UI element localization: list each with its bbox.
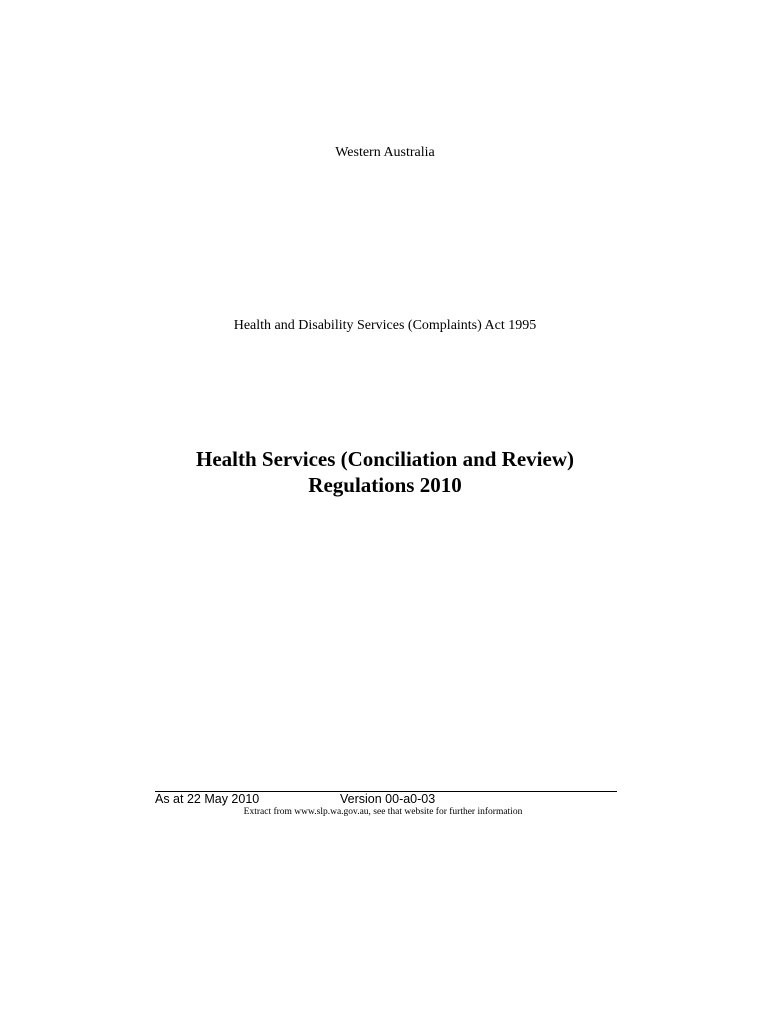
regulation-title-line-1: Health Services (Conciliation and Review): [196, 447, 574, 471]
jurisdiction-heading: Western Australia: [335, 145, 435, 160]
regulation-title: [0, 446, 770, 498]
footer-extract-note: Extract from www.slp.wa.gov.au, see that website for further information: [243, 807, 523, 817]
footer-as-at-date: As at 22 May 2010: [155, 792, 260, 806]
footer-version: Version 00-a0-03: [340, 792, 436, 806]
regulation-title-line-2: Regulations 2010: [308, 473, 462, 497]
parent-act-heading: Health and Disability Services (Complaints) Act 1995: [233, 318, 537, 333]
